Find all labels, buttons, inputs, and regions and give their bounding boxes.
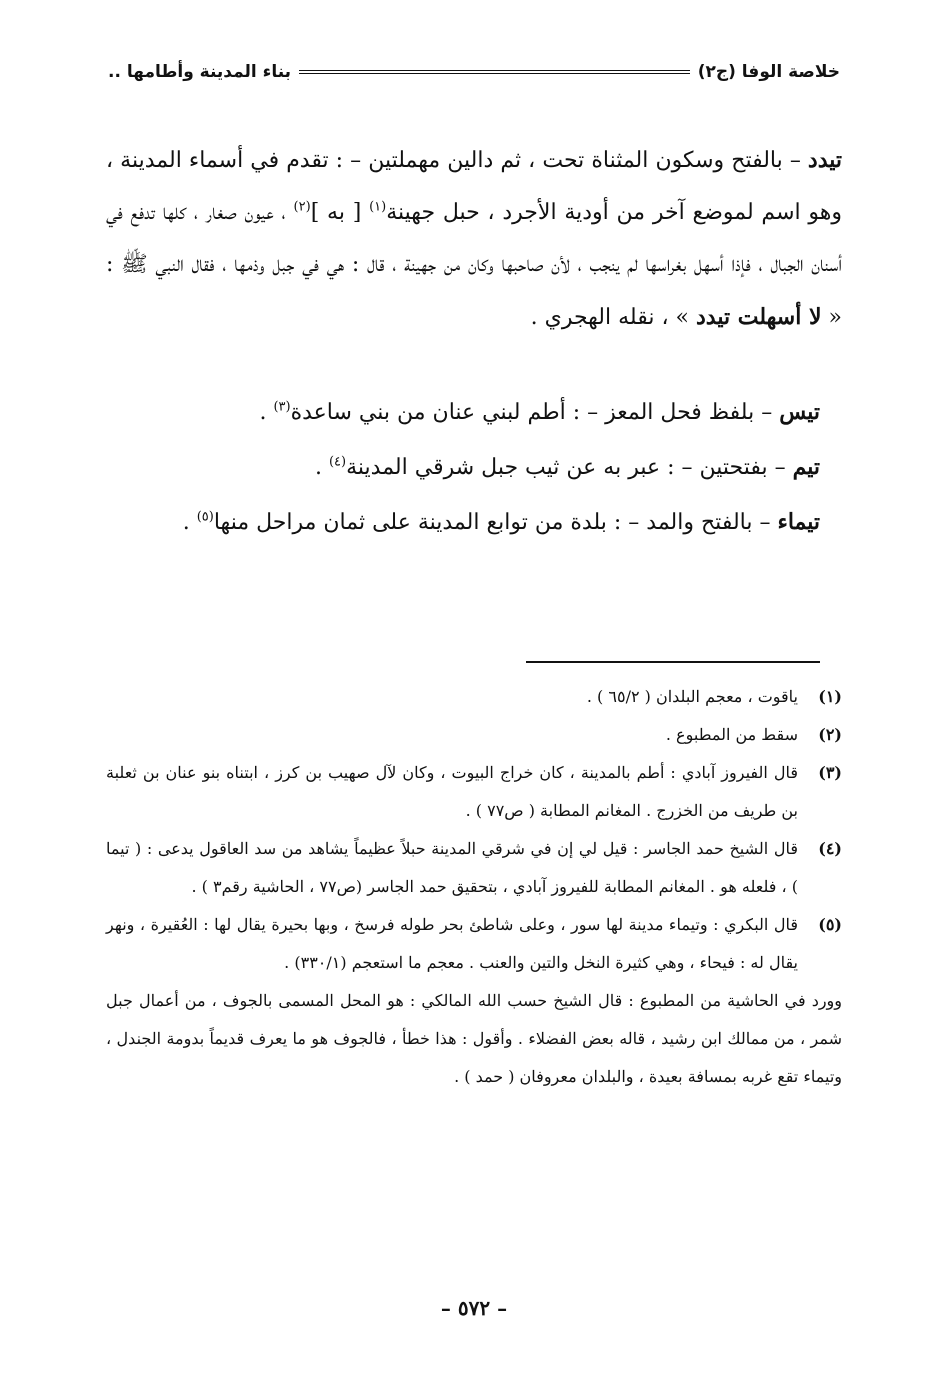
- entry-text: [ به ]: [310, 200, 370, 225]
- entry-headword: تيماء: [777, 509, 820, 535]
- entry-headword: تيدد: [807, 147, 842, 173]
- footnote-ref[interactable]: (٣): [273, 399, 291, 415]
- entry-text: .: [182, 510, 197, 535]
- footnotes: [106, 678, 842, 1096]
- footnote-ref[interactable]: (١): [369, 199, 387, 215]
- main-text: [106, 134, 842, 344]
- footnote-text: قال الشيخ حمد الجاسر : قيل لي إن في شرقي المدينة حبلاً عظيماً يشاهد من سد العاقول يدعى : ( تيما ) ، فلعله هو . المغانم المطابة للفيروز آبادي ، بتحقيق حمد الجاسر (ص٧٧ ، الحاشية رقم٣ ) .: [106, 839, 798, 896]
- entry-text: – بفتحتين – : عبر به عن ثيب جبل شرقي المدينة: [346, 455, 793, 480]
- footnote-text: قال الفيروز آبادي : أطم بالمدينة ، كان خراج البيوت ، وكان لآل صهيب بن كرز ، ابتناه بنو عنان بن ثعلبة بن طريف من الخزرج . المغانم المطابة ( ص٧٧ ) .: [106, 763, 799, 820]
- header-rule: [299, 70, 690, 74]
- footnote: [106, 716, 842, 754]
- footnote-ref[interactable]: (٤): [328, 454, 347, 470]
- entry-text: .: [259, 400, 274, 425]
- footnote-text: قال البكري : وتيماء مدينة لها سور ، وعلى شاطئ بحر طوله فرسخ ، وبها بحيرة يقال لها : العُقيرة ، ونهر يقال له : فيحاء ، وهي كثيرة النخل والتين والعنب . معجم ما استعجم (٣٣٠/١) .: [106, 915, 799, 972]
- footnote-text: ياقوت ، معجم البلدان ( ٦٥/٢ ) .: [586, 687, 798, 706]
- running-header: [108, 58, 840, 86]
- entry-tayded: [106, 134, 842, 344]
- footnote: [106, 906, 842, 982]
- entry-taym: [106, 440, 820, 495]
- entry-text: – بالفتح والمد – : بلدة من توابع المدينة على ثمان مراحل منها: [213, 510, 778, 535]
- footnote-number: (٤): [818, 839, 842, 858]
- entry-text: – بلفظ فحل المعز – : أطم لبني عنان من بني ساعدة: [290, 400, 780, 425]
- footnote: [106, 830, 842, 906]
- header-book-title: خلاصة الوفا (ج٢): [697, 62, 840, 82]
- entry-text: – بالفتح وسكون المثناة تحت ، ثم دالين مهملتين – : تقدم في أسماء المدينة ، وهو اسم لموضع آخر من أودية الأجرد ، حبل جهينة: [106, 148, 842, 225]
- page-number: – ٥٧٢ –: [440, 1296, 508, 1320]
- footnote-number: (٢): [818, 725, 842, 744]
- footnote: [106, 754, 842, 830]
- short-entries: [106, 385, 820, 550]
- footnote-ref[interactable]: (٢): [293, 199, 311, 215]
- footnote-number: (١): [818, 687, 842, 706]
- header-section-title: بناء المدينة وأطامها ..: [108, 62, 292, 82]
- hadith-quote: لا أسهلت تيدد: [696, 304, 822, 330]
- footnote-number: (٥): [818, 915, 842, 934]
- entry-text: » ، نقله الهجري .: [530, 305, 696, 330]
- entry-text: ، عيون صغار ، كلها تدفع في أسنان الجبال ، فإذا أسهل بغراسها لم ينجب ، لأن صاحبها وكان من جهينة ، قال : هي في جبل وذمها ، فقال النبي ﷺ : «: [106, 200, 842, 330]
- footnote-separator: [526, 661, 820, 663]
- footnote-number: (٣): [818, 763, 842, 782]
- entry-headword: تيس: [779, 399, 820, 425]
- footnote-ref[interactable]: (٥): [196, 509, 214, 525]
- entry-tayma: [106, 495, 820, 550]
- footnote: [106, 678, 842, 716]
- footnote-continuation: وورد في الحاشية من المطبوع : قال الشيخ حسب الله المالكي : هو المحل المسمى بالجوف ، من أعمال جبل شمر ، من ممالك ابن رشيد ، قاله بعض الفضلاء . وأقول : هذا خطأ ، فالجوف هو ما يعرف قديماً بدومة الجندل ، وتيماء تقع غربه بمسافة بعيدة ، والبلدان معروفان ( حمد ) .: [106, 991, 843, 1086]
- entry-headword: تيم: [792, 454, 820, 480]
- entry-text: .: [314, 455, 329, 480]
- footnote-text: سقط من المطبوع .: [665, 725, 798, 744]
- entry-tays: [106, 385, 820, 440]
